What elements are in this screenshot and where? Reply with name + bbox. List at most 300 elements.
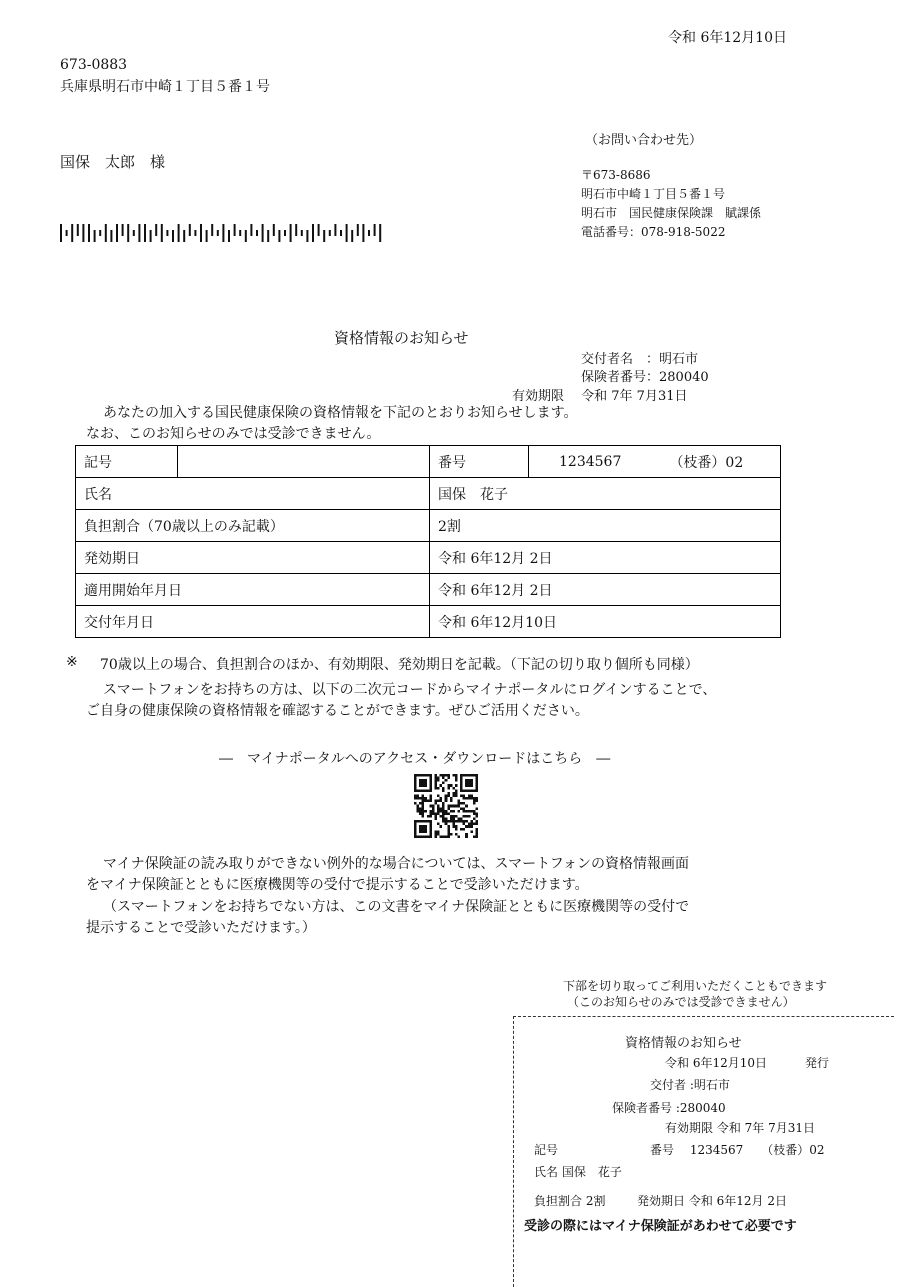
qr-module [437,812,440,815]
contact-address: 明石市中崎１丁目５番１号 [581,187,726,201]
qr-module [458,805,461,808]
qr-module [470,794,473,797]
qr-module [460,794,463,797]
qr-module [455,825,458,828]
qr-module [432,807,435,810]
qr-module [447,825,450,828]
qr-module [437,830,440,833]
qr-module [440,800,443,803]
slip-issued: 発行 [805,1056,830,1070]
qr-module [445,835,448,838]
barcode-bar [99,230,101,236]
barcode-bar [357,224,359,236]
qr-module [445,779,448,782]
qr-module [427,800,430,803]
barcode-bar [273,224,275,236]
qr-module [468,794,471,797]
qr-module [468,797,471,800]
qr-module [475,823,478,826]
qr-module [437,777,440,780]
barcode-bar [110,230,112,242]
qr-module [422,802,425,805]
qr-module [432,805,435,808]
qr-module [475,807,478,810]
note-line-6: （スマートフォンをお持ちでない方は、この文書をマイナ保険証とともに医療機関等の受付で [103,899,690,915]
qr-module [422,794,425,797]
qr-module [437,833,440,836]
qr-module [465,835,468,838]
qr-module [447,835,450,838]
qr-module [447,805,450,808]
qr-module [465,810,468,813]
qr-module [424,800,427,803]
qr-module [475,797,478,800]
qr-module [442,810,445,813]
barcode-bar [189,224,191,236]
qr-module [422,800,425,803]
qr-module [442,815,445,818]
barcode-bar [301,230,303,236]
qr-module [450,800,453,803]
qr-module [452,810,455,813]
qr-module [437,779,440,782]
contact-department: 明石市 国民健康保険課 賦課係 [581,206,762,220]
qr-module [414,802,417,805]
barcode-bar [374,224,376,236]
qr-module [450,805,453,808]
qr-module [460,807,463,810]
qr-module [445,823,448,826]
kigo-value [178,446,430,478]
qr-module [465,805,468,808]
tekiyo-label: 適用開始年月日 [76,574,430,606]
table-row [76,606,781,638]
qr-module [473,797,476,800]
shimei-label: 氏名 [76,478,430,510]
qr-module [460,828,463,831]
mynaportal-qr-code[interactable] [414,774,478,838]
qr-module [429,812,432,815]
qr-module [475,820,478,823]
barcode-bar [245,230,247,242]
qr-module [455,784,458,787]
barcode-bar [267,230,269,242]
qr-module [465,815,468,818]
qr-module [442,774,445,777]
qr-module [437,805,440,808]
barcode-bar [262,224,264,242]
barcode-bar [340,230,342,236]
kofu-value: 令和 6年12月10日 [430,606,781,638]
barcode-bar [284,230,286,236]
contact-postal: 〒673-8686 [581,168,651,182]
qr-module [442,818,445,821]
qr-module [447,828,450,831]
qr-module [442,805,445,808]
qr-module [455,828,458,831]
qr-module [475,812,478,815]
qr-module [434,784,437,787]
table-row [76,542,781,574]
qr-module [434,800,437,803]
qr-module [417,810,420,813]
qr-module [442,787,445,790]
qr-module [437,810,440,813]
qr-module [473,835,476,838]
qr-module [452,823,455,826]
qr-module [455,789,458,792]
note-line-1: 70歳以上の場合、負担割合のほか、有効期限、発効期日を記載。（下記の切り取り個所も同様） [100,657,699,673]
qr-module [473,812,476,815]
bango-label: 番号 [430,446,529,478]
qr-module [460,802,463,805]
recipient-address: 兵庫県明石市中崎１丁目５番１号 [60,79,270,95]
qr-module [417,807,420,810]
qr-module [470,820,473,823]
qr-module [452,774,455,777]
qr-module [429,805,432,808]
note-line-4: マイナ保険証の読み取りができない例外的な場合については、スマートフォンの資格情報画面 [103,856,690,872]
hakko-label: 発効期日 [76,542,430,574]
qr-module [442,835,445,838]
barcode-bar [88,224,90,242]
qr-module [440,774,443,777]
qr-module [422,807,425,810]
slip-title: 資格情報のお知らせ [625,1036,742,1051]
barcode-bar [368,230,370,236]
qr-module [419,807,422,810]
qr-module [422,797,425,800]
futan-value: 2割 [430,510,781,542]
barcode-bar [194,230,196,236]
slip-hakko: 発効期日 令和 6年12月 2日 [637,1194,787,1208]
qr-module [458,800,461,803]
qr-module [417,794,420,797]
qr-module [452,820,455,823]
qr-module [475,833,478,836]
qr-module [440,835,443,838]
barcode-bar [318,224,320,236]
barcode-bar [127,224,129,242]
barcode-bar [82,224,84,242]
qr-module [434,774,437,777]
slip-issuer: 交付者 :明石市 [650,1078,730,1092]
barcode-bar [379,224,381,242]
note-line-7: 提示することで受診いただけます。） [86,920,316,936]
barcode-bar [278,230,280,242]
qr-module [450,784,453,787]
qr-module [437,807,440,810]
qr-module [434,815,437,818]
qr-module [468,823,471,826]
qr-module [445,810,448,813]
barcode-bar [362,224,364,242]
qr-module [445,774,448,777]
qr-module [468,825,471,828]
qr-module [465,820,468,823]
qr-module [458,802,461,805]
barcode-bar [77,224,79,236]
notice-insurer-number: 保険者番号：280040 [581,370,709,385]
barcode-bar [228,230,230,242]
qr-module [445,797,448,800]
qr-module [414,794,417,797]
qr-module [419,825,427,833]
qr-module [455,833,458,836]
intro-line-2: なお、このお知らせのみでは受診できません。 [86,426,381,442]
barcode-bar [155,224,157,236]
barcode-bar [71,224,73,242]
barcode-bar [234,224,236,236]
qr-module [450,810,453,813]
qr-module [440,797,443,800]
notice-title: 資格情報のお知らせ [334,329,469,347]
barcode-bar [116,224,118,242]
qr-module [440,784,443,787]
tekiyo-value: 令和 6年12月 2日 [430,574,781,606]
qr-module [463,802,466,805]
qr-module [447,794,450,797]
qr-module [419,810,422,813]
qr-module [452,805,455,808]
qr-module [445,800,448,803]
qr-module [452,787,455,790]
shimei-value: 国保 花子 [430,478,781,510]
qr-module [450,815,453,818]
barcode-bar [172,230,174,242]
note-line-3: ご自身の健康保険の資格情報を確認することができます。ぜひご活用ください。 [86,703,589,719]
qr-module [475,815,478,818]
qr-module [447,774,450,777]
barcode-bar [250,224,252,236]
qr-module [422,812,425,815]
qr-module [422,805,425,808]
qr-module [419,779,427,787]
qr-module [460,820,463,823]
qr-module [442,777,445,780]
qr-module [442,782,445,785]
barcode-bar [217,230,219,236]
qr-module [442,820,445,823]
table-row [76,574,781,606]
barcode-bar [133,230,135,236]
postal-barcode [60,224,390,242]
barcode-bar [200,224,202,242]
slip-validity: 有効期限 令和 7年 7月31日 [665,1121,815,1135]
qr-module [452,825,455,828]
qr-module [475,828,478,831]
qr-module [450,797,453,800]
qr-module [455,794,458,797]
barcode-bar [295,224,297,236]
qr-module [429,815,432,818]
qr-module [447,820,450,823]
slip-warning: 受診の際にはマイナ保険証があわせて必要です [524,1219,797,1234]
qr-module [437,823,440,826]
qr-module [463,823,466,826]
qr-module [442,802,445,805]
qr-module [463,815,466,818]
barcode-bar [290,224,292,242]
qr-module [450,818,453,821]
qr-module [429,794,432,797]
qr-module [473,818,476,821]
qr-module [434,777,437,780]
barcode-bar [206,230,208,242]
barcode-bar [122,224,124,236]
slip-futan: 負担割合 2割 [534,1194,606,1208]
qr-module [463,794,466,797]
barcode-bar [346,224,348,242]
slip-issue-date: 令和 6年12月10日 [665,1056,767,1070]
qr-module [440,810,443,813]
barcode-bar [222,224,224,242]
qr-module [470,830,473,833]
barcode-bar [60,224,62,242]
table-row [76,478,781,510]
slip-bango: 番号 1234567 （枝番）02 [650,1143,825,1157]
qr-module [422,815,425,818]
qr-module [437,787,440,790]
qr-module [447,812,450,815]
barcode-bar [150,230,152,242]
barcode-bar [239,230,241,236]
qr-module [419,797,422,800]
qr-module [445,820,448,823]
qr-module [434,812,437,815]
qr-module [424,797,427,800]
barcode-bar [351,230,353,242]
qr-module [465,833,468,836]
qr-module [450,820,453,823]
qr-module [455,779,458,782]
qr-module [414,797,417,800]
barcode-bar [166,230,168,236]
qr-module [424,810,427,813]
qr-module [455,805,458,808]
qualification-table [75,445,781,638]
qr-module [445,794,448,797]
qr-module [473,802,476,805]
kigo-label: 記号 [76,446,178,478]
qr-module [458,810,461,813]
qr-module [458,835,461,838]
qr-module [432,812,435,815]
qr-module [473,810,476,813]
recipient-postal-code: 673-0883 [60,57,128,73]
qr-module [429,797,432,800]
qr-module [470,823,473,826]
portal-heading: ― マイナポータルへのアクセス・ダウンロードはこちら ― [219,751,611,767]
qr-module [473,800,476,803]
table-row [76,510,781,542]
qr-module [417,797,420,800]
contact-title: （お問い合わせ先） [585,133,703,148]
qr-module [463,807,466,810]
qr-module [450,833,453,836]
qr-module [419,802,422,805]
barcode-bar [66,230,68,236]
qr-module [447,784,450,787]
note-line-2: スマートフォンをお持ちの方は、以下の二次元コードからマイナポータルにログインすることで、 [103,682,717,698]
qr-module [475,830,478,833]
barcode-bar [161,224,163,242]
qr-module [434,835,437,838]
slip-shimei: 氏名 国保 花子 [534,1165,622,1179]
qr-module [470,825,473,828]
qr-module [445,818,448,821]
qr-module [465,797,468,800]
qr-module [442,789,445,792]
letter-date: 令和 6年12月10日 [668,30,787,46]
barcode-bar [329,230,331,236]
barcode-bar [178,224,180,242]
barcode-bar [306,230,308,242]
barcode-bar [94,230,96,242]
qr-module [463,828,466,831]
qr-module [455,774,458,777]
qr-module [460,818,463,821]
qr-module [417,805,420,808]
qr-module [429,810,432,813]
barcode-bar [144,224,146,242]
qr-module [440,807,443,810]
qr-module [473,823,476,826]
contact-phone: 電話番号：078-918-5022 [581,225,726,239]
table-row [76,446,781,478]
barcode-bar [105,224,107,242]
notice-validity: 有効期限 令和 7年 7月31日 [512,389,688,404]
barcode-bar [138,224,140,242]
qr-module [447,787,450,790]
intro-line-1: あなたの加入する国民健康保険の資格情報を下記のとおりお知らせします。 [103,405,578,421]
qr-module [447,830,450,833]
qr-module [429,800,432,803]
qr-module [434,782,437,785]
qr-module [463,810,466,813]
qr-module [447,792,450,795]
cut-note-2: （このお知らせのみでは受診できません） [567,995,795,1009]
kofu-label: 交付年月日 [76,606,430,638]
futan-label: 負担割合（70歳以上のみ記載） [76,510,430,542]
qr-module [463,797,466,800]
qr-module [432,810,435,813]
qr-module [452,815,455,818]
qr-module [447,807,450,810]
barcode-bar [211,224,213,236]
barcode-bar [312,224,314,242]
cut-note-1: 下部を切り取ってご利用いただくこともできます [563,979,828,993]
qr-module [455,820,458,823]
note-asterisk: ※ [66,654,78,670]
qr-module [437,800,440,803]
qr-module [455,815,458,818]
qr-module [470,810,473,813]
qr-module [470,797,473,800]
qr-module [442,807,445,810]
qr-module [434,818,437,821]
qr-module [463,820,466,823]
barcode-bar [323,230,325,242]
qr-module [455,792,458,795]
qr-module [468,810,471,813]
qr-module [427,815,430,818]
hakko-value: 令和 6年12月 2日 [430,542,781,574]
slip-kigo: 記号 [534,1143,559,1157]
barcode-bar [183,230,185,242]
qr-module [434,830,437,833]
recipient-name: 国保 太郎 様 [60,153,166,171]
